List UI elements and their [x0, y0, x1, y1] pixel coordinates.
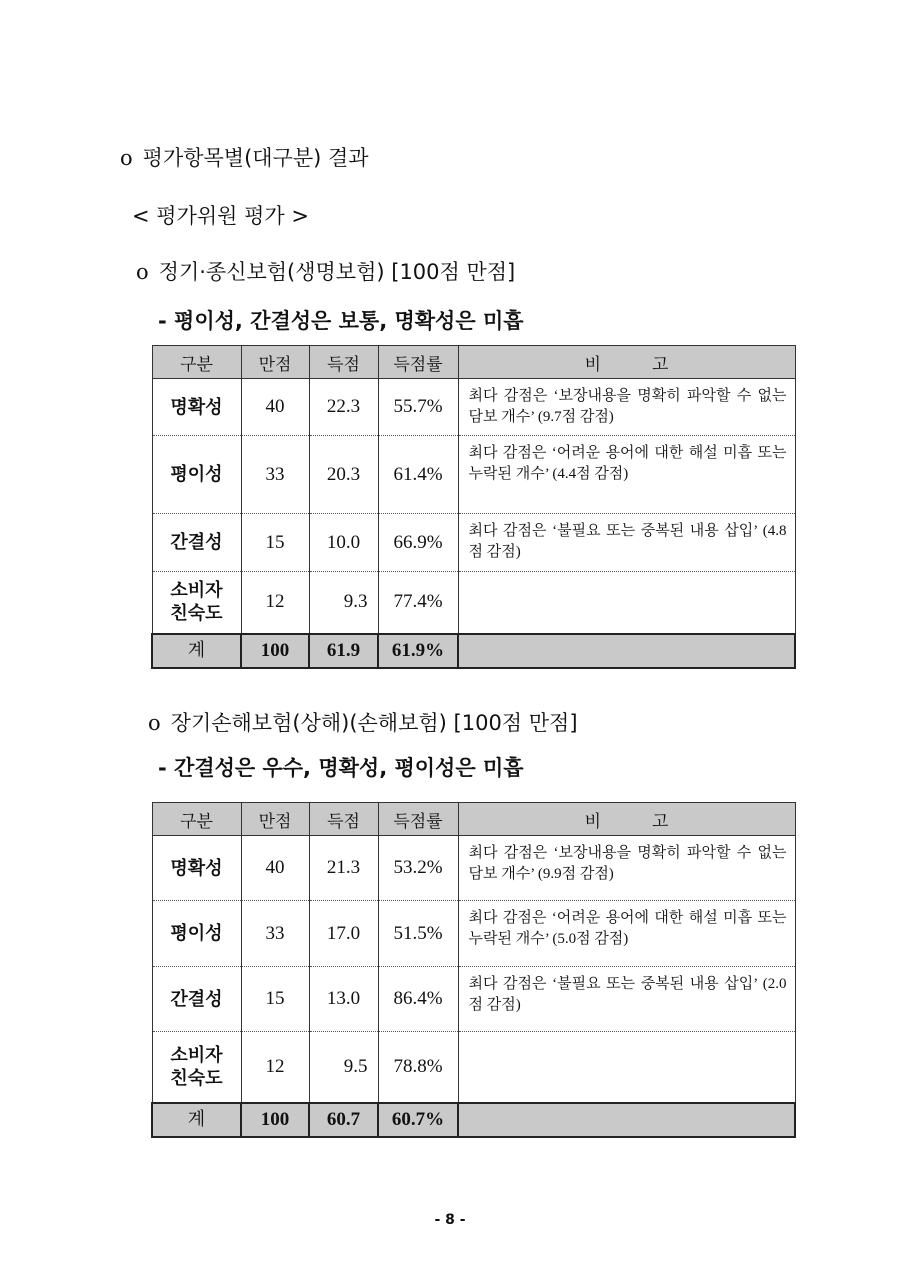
max-cell: 15	[241, 967, 309, 1032]
category-cell: 평이성	[152, 901, 241, 967]
subsection-title: < 평가위원 평가 >	[132, 204, 309, 228]
max-cell: 15	[241, 514, 309, 572]
total-rate-cell: 60.7%	[378, 1103, 458, 1137]
rate-cell: 53.2%	[378, 836, 458, 901]
section-heading	[120, 142, 369, 172]
total-score-cell: 61.9	[309, 634, 378, 668]
page-number: - 8 -	[434, 1212, 466, 1228]
score-cell: 9.5	[309, 1032, 378, 1103]
bullet: o	[148, 711, 161, 735]
max-cell: 40	[241, 379, 309, 436]
table-row	[152, 836, 795, 901]
header-remarks: 비 고	[458, 346, 795, 379]
total-max-cell: 100	[241, 1103, 309, 1137]
header-score: 득점	[309, 803, 378, 836]
product1-summary: - 평이성, 간결성은 보통, 명확성은 미흡	[158, 309, 524, 333]
total-label-cell: 계	[152, 634, 241, 668]
note-cell	[458, 572, 795, 634]
product1-heading	[136, 256, 515, 286]
max-cell: 40	[241, 836, 309, 901]
table-header-row	[152, 803, 795, 836]
product2-title: 장기손해보험(상해)(손해보험) [100점 만점]	[170, 711, 578, 735]
category-cell: 명확성	[152, 379, 241, 436]
total-note-cell	[458, 1103, 795, 1137]
total-note-cell	[458, 634, 795, 668]
total-max-cell: 100	[241, 634, 309, 668]
product2-score-table	[151, 802, 796, 1138]
header-rate: 득점률	[378, 346, 458, 379]
note-cell: 최다 감점은 ‘불필요 또는 중복된 내용 삽입’ (2.0점 감점)	[458, 967, 795, 1032]
total-row	[152, 634, 795, 668]
table-row	[152, 1032, 795, 1103]
table-header-row	[152, 346, 795, 379]
product1-score-table	[151, 345, 796, 669]
table-row	[152, 436, 795, 514]
table-row	[152, 967, 795, 1032]
max-cell: 33	[241, 901, 309, 967]
score-cell: 13.0	[309, 967, 378, 1032]
total-row	[152, 1103, 795, 1137]
category-cell	[152, 572, 241, 634]
rate-cell: 77.4%	[378, 572, 458, 634]
total-label-cell: 계	[152, 1103, 241, 1137]
product2-summary: - 간결성은 우수, 명확성, 평이성은 미흡	[158, 756, 524, 780]
category-cell: 간결성	[152, 967, 241, 1032]
bullet: o	[136, 260, 149, 284]
header-score: 득점	[309, 346, 378, 379]
note-cell: 최다 감점은 ‘보장내용을 명확히 파악할 수 없는 담보 개수’ (9.7점 감점)	[458, 379, 795, 436]
total-score-cell: 60.7	[309, 1103, 378, 1137]
score-cell: 20.3	[309, 436, 378, 514]
header-max: 만점	[241, 803, 309, 836]
rate-cell: 78.8%	[378, 1032, 458, 1103]
note-cell: 최다 감점은 ‘어려운 용어에 대한 해설 미흡 또는 누락된 개수’ (4.4점 감점)	[458, 436, 795, 514]
score-cell: 10.0	[309, 514, 378, 572]
category-cell: 평이성	[152, 436, 241, 514]
max-cell: 12	[241, 1032, 309, 1103]
header-max: 만점	[241, 346, 309, 379]
header-category: 구분	[152, 803, 241, 836]
rate-cell: 86.4%	[378, 967, 458, 1032]
table-row	[152, 379, 795, 436]
max-cell: 12	[241, 572, 309, 634]
header-category: 구분	[152, 346, 241, 379]
total-rate-cell: 61.9%	[378, 634, 458, 668]
table-row	[152, 514, 795, 572]
max-cell: 33	[241, 436, 309, 514]
score-cell: 21.3	[309, 836, 378, 901]
table-row	[152, 572, 795, 634]
category-line: 친숙도	[170, 603, 223, 625]
header-remarks: 비 고	[458, 803, 795, 836]
note-cell: 최다 감점은 ‘어려운 용어에 대한 해설 미흡 또는 누락된 개수’ (5.0점 감점)	[458, 901, 795, 967]
header-rate: 득점률	[378, 803, 458, 836]
category-cell: 간결성	[152, 514, 241, 572]
score-cell: 17.0	[309, 901, 378, 967]
section-title: 평가항목별(대구분) 결과	[142, 146, 369, 170]
category-cell	[152, 1032, 241, 1103]
note-cell: 최다 감점은 ‘보장내용을 명확히 파악할 수 없는 담보 개수’ (9.9점 감점)	[458, 836, 795, 901]
category-line: 친숙도	[170, 1067, 223, 1089]
category-line: 소비자	[170, 1044, 223, 1066]
table-row	[152, 901, 795, 967]
rate-cell: 66.9%	[378, 514, 458, 572]
bullet: o	[120, 146, 133, 170]
rate-cell: 61.4%	[378, 436, 458, 514]
rate-cell: 51.5%	[378, 901, 458, 967]
rate-cell: 55.7%	[378, 379, 458, 436]
product2-heading	[148, 707, 578, 737]
note-cell: 최다 감점은 ‘불필요 또는 중복된 내용 삽입’ (4.8점 감점)	[458, 514, 795, 572]
category-line: 소비자	[170, 580, 223, 602]
score-cell: 9.3	[309, 572, 378, 634]
note-cell	[458, 1032, 795, 1103]
product1-title: 정기·종신보험(생명보험) [100점 만점]	[158, 260, 516, 284]
category-cell: 명확성	[152, 836, 241, 901]
score-cell: 22.3	[309, 379, 378, 436]
